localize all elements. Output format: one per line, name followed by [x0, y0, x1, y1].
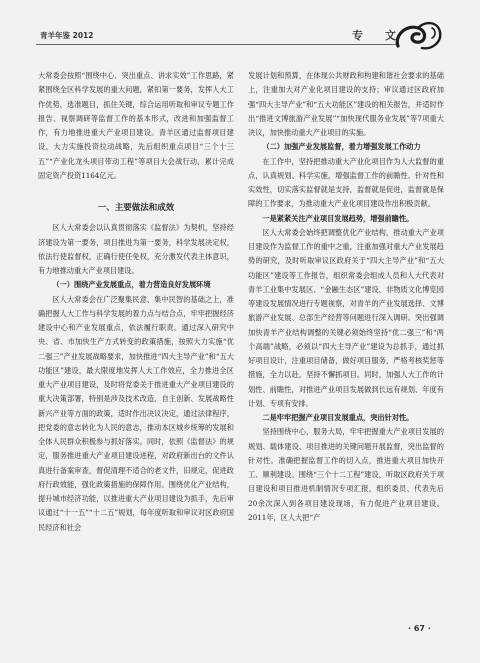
subsection-paragraph-1: 区人大常委会在广泛聚集民意、集中民智的基础之上，准确把握人大工作与科学发展的着力点与结合点，牢牢把握经济建设中心和产业发展重点，依法履行职责。通过深入研究中央、省、市加快生产方式转变的政策措施，按照大力实施“优二强三”产业发展战略要求，加快推进“四大主导产业”和“五大功能区”建设，最大限度地发挥人大工作效应，全力推进全区重大产业项目建设，及时将党委关于推进重大产业项目建设的重大决策部署，特别是涉及技术改造、自主创新、发展战略性新兴产业等方面的政策，适时作出决议决定，通过法律程序，把党委的意志转化为人民的意志，推动本区城乡统筹的发展和全体人民群众积极参与抓好落实。同时，依照《监督法》的规定，服务推进重大产业项目建设进程，对政府新出台的文件认真进行备案审查，督促清理不适合的老文件，旧规定，促进政府行政效能，强化政策措施的保障作用。围绕优化产业结构，提升城市经济功能，以推进重大产业项目建设为抓手，先后审议通过“十一五”“十二五”规划，每年度听取和审议对区政府国民经济和社会	[38, 294, 234, 532]
section-heading: 一、主要做法和成效	[97, 203, 175, 213]
continued-paragraph: 发展计划和预算，在体现公共财政和构建和谐社会要求的基础上，注重加大对产业化项目建设的支持；审议通过区政府加强“四大主导产业”和“五大功能区”建设的相关报告，并适时作出“推进文博旅游产业发展”“加快现代服务业发展”等7项重大决议，加快推动重大产业项目的实施。	[248, 71, 444, 137]
point-heading-2: 二是牢牢把握产业项目发展重点，突出针对性。	[262, 413, 414, 422]
section-label: 专 文	[352, 29, 405, 42]
right-column	[248, 69, 444, 525]
page-header	[0, 0, 480, 62]
swirl-logo-icon	[392, 18, 444, 54]
subsection-heading-2: （二）加强产业发展监督，着力增强发展工作动力	[262, 142, 421, 152]
subsection-paragraph-2: 在工作中，坚持把推动重大产业化项目作为人大监督的重点，认真规划、科学实施，增强监督工作的前瞻性、针对性和实效性，切实落实监督就是支持，监督就是促进，监督就是保障的工作要求，为推动重大产业化项目建设作出积极贡献。	[248, 156, 444, 209]
point-heading-1: 一是紧紧关注产业项目发展趋势，增强前瞻性。	[262, 213, 414, 223]
yearbook-title: 青羊年鉴 2012	[40, 31, 94, 40]
header-rule	[36, 44, 396, 45]
intro-paragraph: 大常委会按照“围绕中心、突出重点、讲求实效”工作思路，紧紧围绕全区科学发展的重大问题，紧扣第一要务，发挥人大工作优势，选准题目，抓住关键，综合运用听取和审议专题工作报告、视察调研等监督工作的基本形式，改进和加强监督工作，有力地推进重大产业项目建设。青羊区通过监督项目建设，大力实施投资拉动战略，先后组织重点项目“三个十三五”“产业化龙头项目带动工程”等项目大会战行动，累计完成固定资产投资1164亿元。	[38, 71, 234, 180]
point-paragraph-2: 坚持围绕中心，服务大局，牢牢把握重大产业项目发展的规划、载体建设、项目推进的关键问题开展监督，突出监督的针对性。准确把握监督工作的切入点，推进重大项目加快开工、顺利建设。围绕“三个十二工程”建设，听取区政府关于项目建设和项目推进机制情况专项汇报，组织委员、代表先后20余次深入到各项目建设现场，有力促进产业项目建设。2011年，区人大把“产	[248, 427, 444, 522]
section-paragraph: 区人大常委会以认真贯彻落实《监督法》为契机，坚持经济建设为第一要务，项目推进为第一要务，科学发展决定权，依法行使监督权，正确行使任免权，充分激发代表主体意识，有力地推动重大产业项目建设。	[38, 223, 234, 275]
point-paragraph-1: 区人大常委会始终把调整优化产业结构，推动重大产业项目建设作为监督工作的重中之重，注重加强对重大产业发展趋势的研究，及时听取审议区政府关于“四大主导产业”和“五大功能区”建设等工作报告，组织常委会组成人员和人大代表对青羊工业集中发展区、“金融生态区”建设，非物质文化博览园等建设发展情况进行专题视察，对青羊的产业发展选择、文博旅游产业发展、总部生产经营等问题进行深入调研。突出强调加快青羊产业结构调整的关键必须始终坚持“优二强三”和“两个高端”战略，必须以“四大主导产业”建设为总抓手，通过抓好项目设计，注重项目储备，做好项目服务，严格考核奖惩等措施，全力以赴，坚持不懈抓项目。同时，加强人大工作的计划性、前瞻性，对推进产业项目发展做到长远有规划、年度有计划、专项有安排。	[248, 227, 444, 408]
page-number: · 67 ·	[408, 624, 431, 633]
left-column	[38, 69, 234, 535]
subsection-heading-1: （一）围绕产业发展重点，着力营造良好发展环境	[52, 280, 211, 290]
